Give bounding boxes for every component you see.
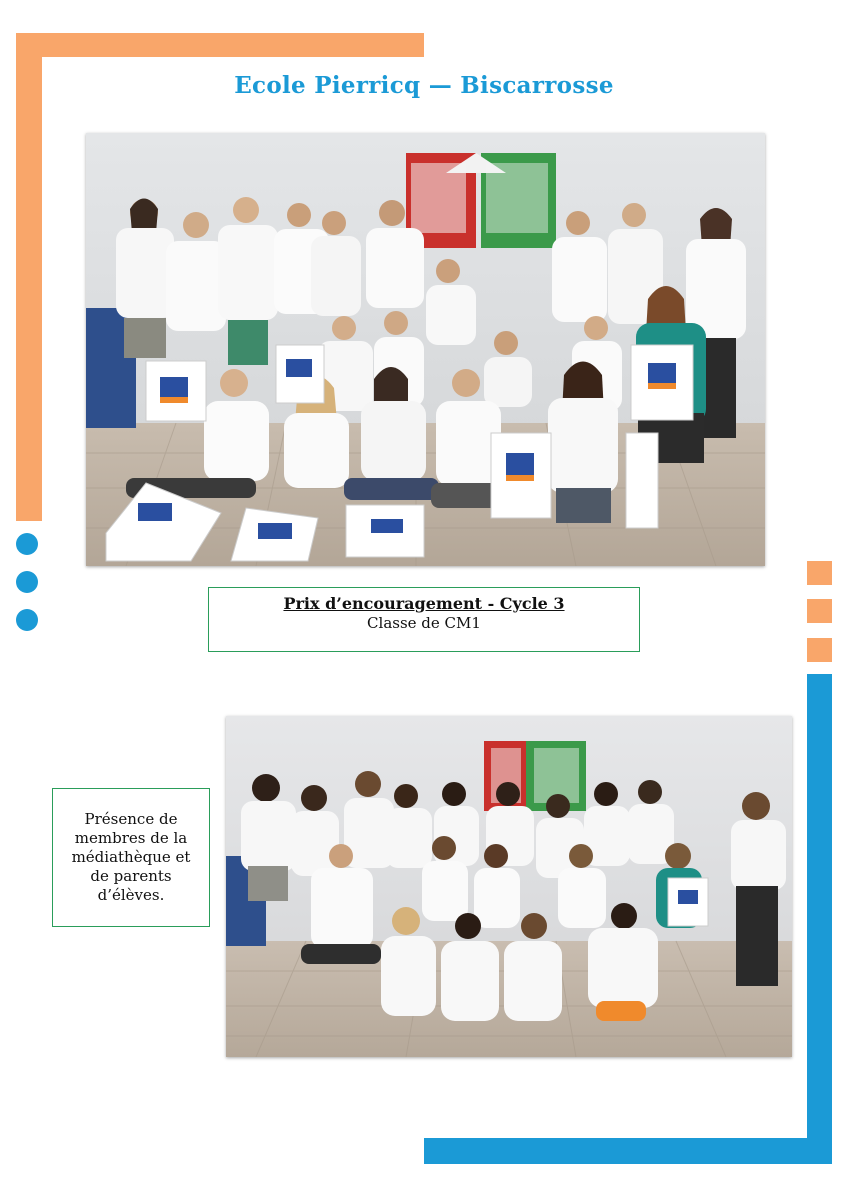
side-note-text: Présence de membres de la médiathèque et de parents d’élèves. — [71, 810, 191, 904]
blue-dot-3 — [16, 609, 38, 631]
orange-square-3 — [807, 638, 832, 662]
blue-dot-1 — [16, 533, 38, 555]
caption-title: Prix d’encouragement - Cycle 3 — [283, 594, 565, 613]
orange-frame-left — [16, 33, 42, 521]
photo-caption — [208, 587, 640, 652]
side-note — [52, 788, 210, 927]
page-title: Ecole Pierricq — Biscarrosse — [234, 72, 614, 99]
caption-subtitle: Classe de CM1 — [367, 614, 481, 632]
orange-square-2 — [807, 599, 832, 623]
blue-frame-right — [807, 674, 832, 1164]
orange-square-1 — [807, 561, 832, 585]
blue-frame-bottom — [424, 1138, 832, 1164]
orange-frame-top — [16, 33, 424, 57]
group-photo-back — [226, 716, 792, 1057]
blue-dot-2 — [16, 571, 38, 593]
group-photo-front — [86, 133, 765, 566]
